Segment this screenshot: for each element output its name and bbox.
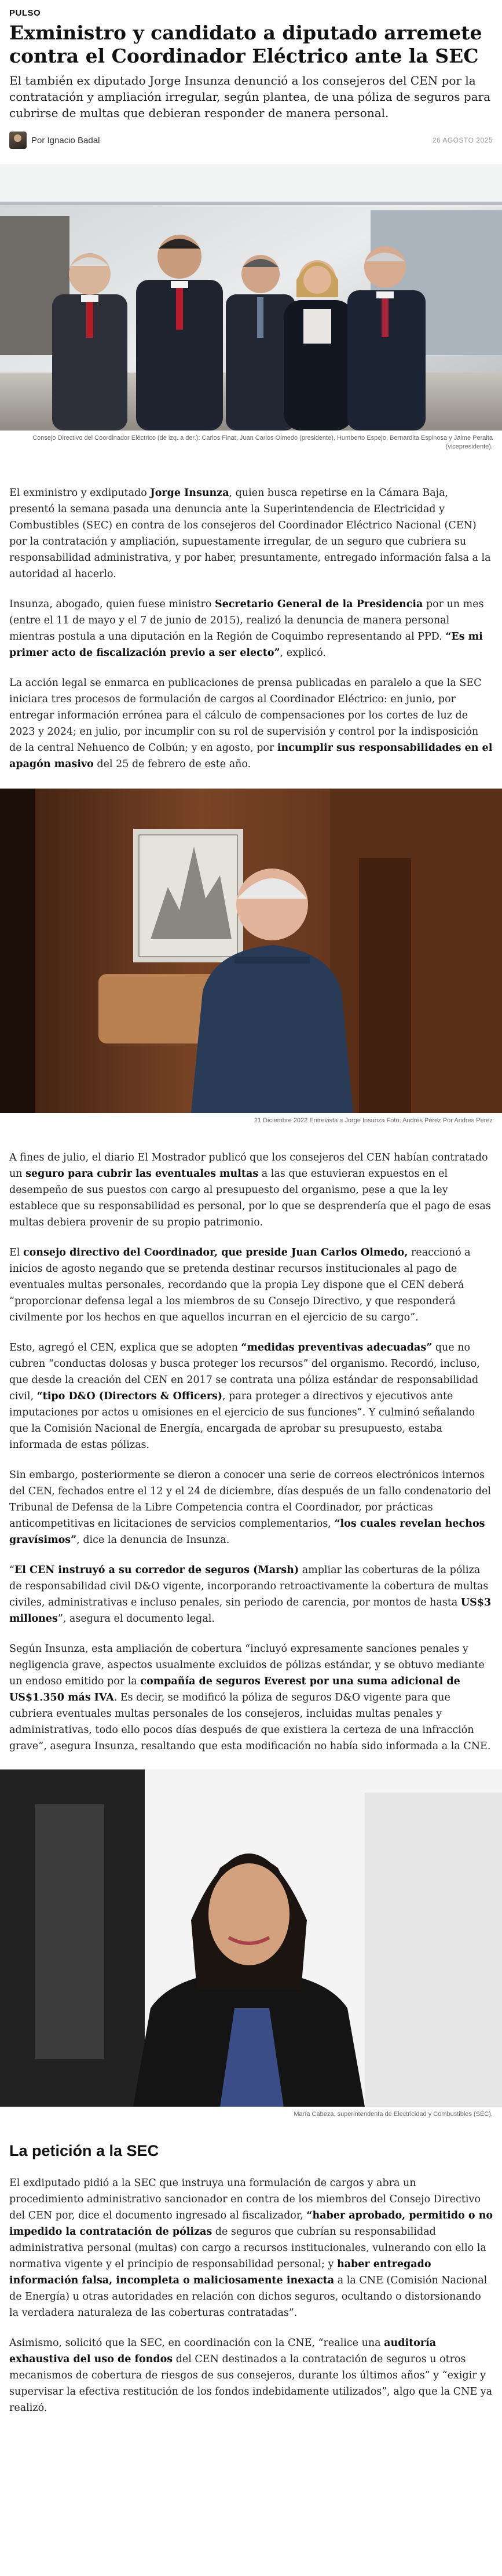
section-tag[interactable]: PULSO — [9, 8, 41, 18]
insunza-photo — [0, 789, 502, 1113]
paragraph-5: El consejo directivo del Coordinador, que preside Juan Carlos Olmedo, reaccionó a inicios de agosto negando que se pretenda destinar recursos institucionales al pago de eventuales multas personales, recordando que la propia Ley dispone que el CEN deberá “proporcionar defensa legal a los miembros de su Consejo Directivo, y que responderá civilmente por los hechos en que aquellos incurran en el ejercicio de su cargo”. — [9, 1247, 471, 1323]
insunza-photo-caption: 21 Diciembre 2022 Entrevista a Jorge Insunza Foto: Andrés Pérez Por Andres Perez — [254, 1117, 493, 1124]
article-body-part2 — [0, 1150, 502, 1754]
board-photo-caption: Consejo Directivo del Coordinador Eléctrico (de izq. a der.): Carlos Finat, Juan Carlos Olmedo (presidente), Humberto Espejo, Bernardita Espinosa y Jaime Peralta (vicepresidente). — [32, 435, 493, 450]
cabeza-photo-illustration — [0, 1769, 502, 2107]
byline — [9, 132, 493, 149]
paragraph-6: Esto, agregó el CEN, explica que se adopten “medidas preventivas adecuadas” que no cubren “conductas dolosas y busca proteger los recursos” del organismo. Recordó, incluso, que desde la creación del CEN en 2017 se contrata una póliza estándar de responsabilidad civil, “tipo D&O (Directors & Officers), para proteger a directivos y ejecutivos ante imputaciones por actos u omisiones en el ejercicio de sus funciones”. Y culminó señalando que la Comisión Nacional de Energía, encargada de aprobar su presupuesto, estaba informada de estas pólizas. — [9, 1342, 480, 1451]
publish-date: 26 AGOSTO 2025 — [432, 136, 493, 144]
article-body-part1 — [0, 485, 502, 772]
paragraph-9: Según Insunza, esta ampliación de cobertura “incluyó expresamente sanciones penales y negligencia grave, aspectos usualmente excluidos de pólizas estándar, y se obtuvo mediante un endoso emitido por la compañía de seguros Everest por una suma adicional de US$1.350 más IVA. Es decir, se modificó la póliza de seguros D&O vigente para que cubriera eventuales multas personales de los consejeros, incluidas multas penales y administrativas, todo ello pocos días después de que existiera la certeza de una infracción grave”, asegura Insunza, resaltando que esta modificación no había sido informada a la CNE. — [9, 1643, 491, 1752]
author-avatar — [9, 132, 27, 149]
paragraph-1: El exministro y exdiputado Jorge Insunza, quien busca repetirse en la Cámara Baja, presentó la semana pasada una denuncia ante la Superintendencia de Electricidad y Combustibles (SEC) en contra de los consejeros del Coordinador Eléctrico Nacional (CEN) por la contratación y ampliación, supuestamente irregular, de un seguro que cubriera su responsabilidad administrativa, y por haber, presuntamente, entregado información falsa a la autoridad al hacerlo. — [9, 487, 491, 580]
figure-insunza — [0, 789, 502, 1125]
cabeza-photo — [0, 1769, 502, 2107]
article-deck: El también ex diputado Jorge Insunza denunció a los consejeros del CEN por la contratación y ampliación irregular, según plantea, de una póliza de seguros para cubrirse de multas que debieran responder de manera personal. — [9, 74, 491, 120]
paragraph-4: A fines de julio, el diario El Mostrador publicó que los consejeros del CEN habían contratado un seguro para cubrir las eventuales multas a las que estuvieran expuestos en el desempeño de sus puestos con cargo al presupuesto del organismo, pese a que la ley establece que su responsabilidad es personal, por lo que se desprendería que el pago de esas multas debiera provenir de su propio patrimonio. — [9, 1152, 491, 1228]
cabeza-photo-caption: María Cabeza, superintendenta de Electricidad y Combustibles (SEC). — [294, 2111, 493, 2118]
subheading-peticion: La petición a la SEC — [9, 2142, 159, 2159]
figure-cabeza — [0, 1769, 502, 2119]
author[interactable] — [9, 132, 100, 149]
paragraph-3: La acción legal se enmarca en publicaciones de prensa publicadas en paralelo a que la SEC iniciara tres procesos de formulación de cargos al Coordinador Eléctrico: en junio, por entregar información errónea para el cálculo de compensaciones por los cortes de luz de 2023 y 2024; en julio, por incumplir con su rol de supervisión y control por la indisposición de la central Nehuenco de Colbún; y en agosto, por incumplir sus responsabilidades en el apagón masivo del 25 de febrero de este año. — [9, 677, 493, 770]
paragraph-7: Sin embargo, posteriormente se dieron a conocer una serie de correos electrónicos internos del CEN, fechados entre el 12 y el 24 de diciembre, días después de un fallo condenatorio del Tribunal de Defensa de la Libre Competencia contra el Coordinador, por prácticas anticompetitivas en licitaciones de servicios complementarios, “los cuales revelan hechos gravísimos”, dice la denuncia de Insunza. — [9, 1469, 492, 1546]
article-headline: Exministro y candidato a diputado arremete contra el Coordinador Eléctrico ante la SEC — [9, 21, 482, 67]
board-photo — [0, 164, 502, 430]
insunza-photo-illustration — [0, 789, 502, 1113]
paragraph-11: Asimismo, solicitó que la SEC, en coordinación con la CNE, “realice una auditoría exhaustiva del uso de fondos del CEN destinados a la contratación de seguros u otros mecanismos de cobertura de riesgos de sus consejeros, durante los últimos años” y “exigir y supervisar la efectiva restitución de los fondos indebidamente utilizados”, algo que la CNE ya realizó. — [9, 2337, 493, 2414]
paragraph-10: El exdiputado pidió a la SEC que instruya una formulación de cargos y abra un procedimiento administrativo sancionador en contra de los miembros del Consejo Directivo del CEN por, dice el documento ingresado al fiscalizador, “haber aprobado, permitido o no impedido la contratación de pólizas de seguros que cubrían su responsabilidad administrativa personal (multas) con cargo a recursos institucionales, vulnerando con ello la normativa vigente y el principio de responsabilidad personal; y haber entregado información falsa, incompleta o maliciosamente inexacta a la CNE (Comisión Nacional de Energía) u otras autoridades en relación con dichos seguros, ocultando o distorsionando la verdadera naturaleza de las coberturas contratadas”. — [9, 2177, 493, 2319]
paragraph-2: Insunza, abogado, quien fuese ministro Secretario General de la Presidencia por un mes (entre el 11 de mayo y el 7 de junio de 2015), realizó la denuncia de manera personal mientras postula a una diputación en la Región de Coquimbo representando al PPD. “Es mi primer acto de fiscalización previo a ser electo”, explicó. — [9, 599, 484, 659]
author-name[interactable]: Por Ignacio Badal — [31, 135, 100, 145]
paragraph-8: “El CEN instruyó a su corredor de seguros (Marsh) ampliar las coberturas de la póliza de responsabilidad civil D&O vigente, incorporando retroactivamente la cobertura de multas civiles, administrativas e incluso penales, sin periodo de carencia, por montos de hasta US$3 millones”, asegura el documento legal. — [9, 1564, 492, 1625]
board-photo-illustration — [0, 164, 502, 430]
figure-board — [0, 164, 502, 451]
article-body-part3 — [0, 2175, 502, 2439]
